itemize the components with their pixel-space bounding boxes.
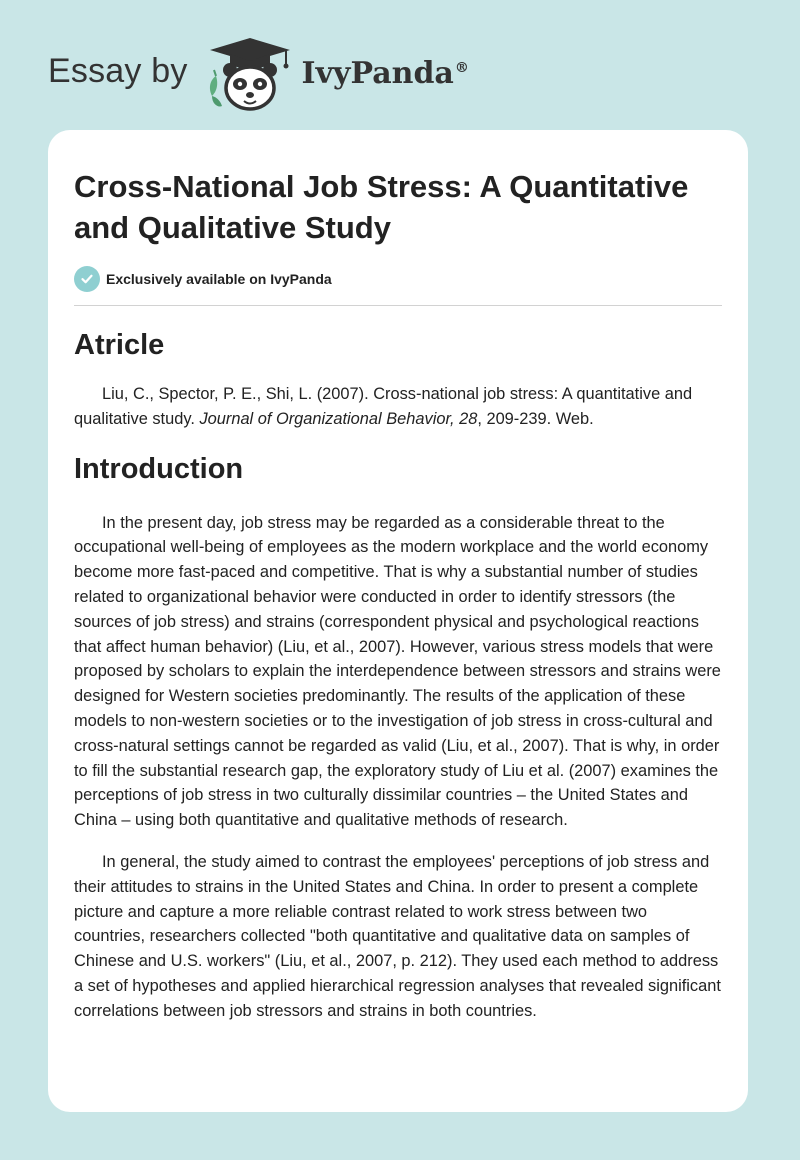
essay-content (74, 166, 722, 1024)
section-heading-article: Atricle (74, 329, 165, 361)
exclusive-badge-text: Exclusively available on IvyPanda (106, 271, 332, 287)
intro-paragraph-2: In general, the study aimed to contrast the employees' perceptions of job stress and their attitudes to strains in the United States and China. In order to present a complete picture and capture a more reliable contrast related to work stress between two countries, researchers collected "both quantitative and qualitative data on samples of Chinese and U.S. workers" (Liu, et al., 2007, p. 212). They used each method to address a set of hypotheses and applied hierarchical regression analyses that revealed significant correlations between job stressors and strains in both countries. (74, 852, 721, 1020)
intro-paragraph-1: In the present day, job stress may be regarded as a considerable threat to the occupational well-being of employees as the modern workplace and the world economy become more fast-paced and competitive. That is why a substantial number of studies related to organizational behavior were conducted in order to identify stressors (the sources of job stress) and strains (correspondent physical and psychological reactions that affect human behavior) (Liu, et al., 2007). However, various stress models that were proposed by scholars to explain the interdependence between stressors and strains were designed for Western societies predominantly. The results of the application of these models to non-western societies or to the investigation of job stress in cross-cultural and cross-natural settings cannot be regarded as valid (Liu, et al., 2007). That is why, in order to fill the substantial research gap, the exploratory study of Liu et al. (2007) examines the perceptions of job stress in two culturally dissimilar countries – the United States and China – using both quantitative and qualitative methods of research. (74, 513, 721, 830)
section-heading-introduction: Introduction (74, 452, 244, 485)
brand-name-text: IvyPanda (301, 55, 454, 91)
check-icon (74, 266, 100, 292)
reference-pages: , 209-239. Web. (477, 409, 594, 428)
mortarboard-icon (210, 38, 290, 69)
panda-logo-icon[interactable] (202, 34, 298, 114)
reference-citation (74, 382, 722, 432)
page-title: Cross-National Job Stress: A Quantitative and Qualitative Study (74, 169, 689, 245)
reference-authors-title: Liu, C., Spector, P. E., Shi, L. (2007). Cross-national job stress: A quantitative and qualitative study. (74, 385, 693, 428)
panda-head-icon (223, 63, 277, 109)
divider (74, 305, 722, 306)
reference-journal: Journal of Organizational Behavior, 28 (199, 409, 478, 428)
site-header (48, 34, 469, 114)
essay-card (48, 130, 748, 1112)
essay-by-label: Essay by (48, 51, 188, 90)
registered-mark: ® (454, 59, 469, 76)
ivy-leaf-icon (209, 70, 221, 107)
exclusive-badge (74, 266, 722, 292)
brand-name[interactable] (302, 56, 469, 91)
